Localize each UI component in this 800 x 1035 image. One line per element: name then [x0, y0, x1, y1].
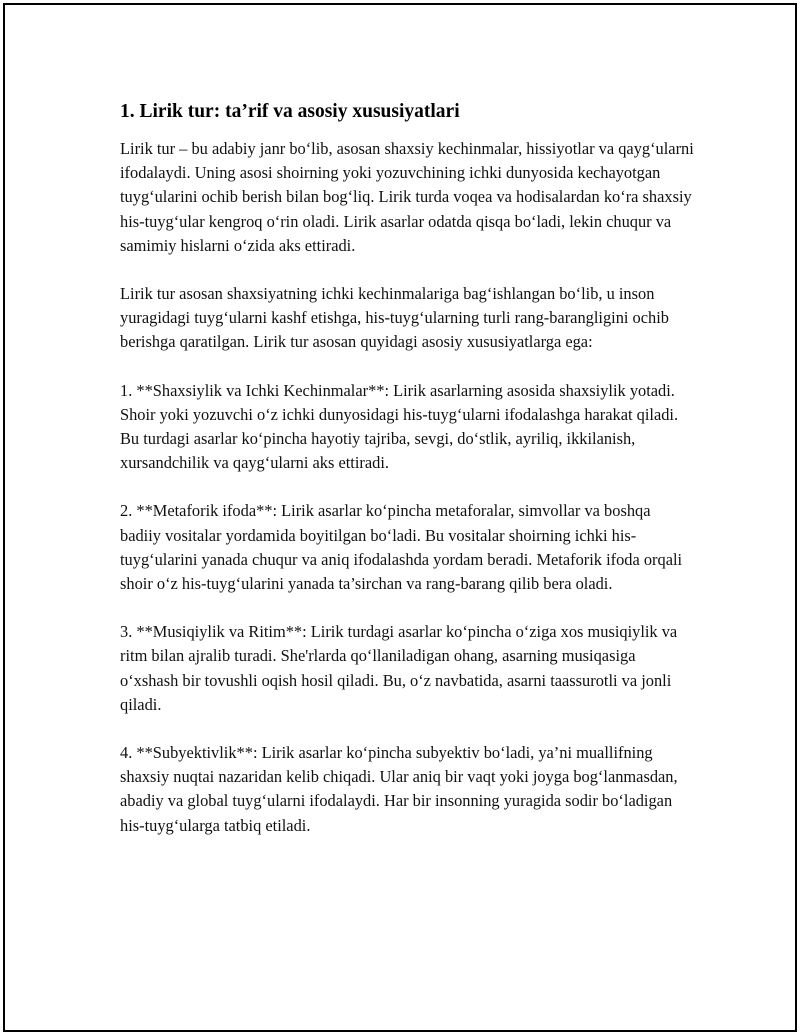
paragraph-item-2: 2. **Metaforik ifoda**: Lirik asarlar ko‘pincha metaforalar, simvollar va boshqa badiiy vositalar yordamida boyitilgan bo‘ladi. Bu vositalar shoirning ichki his-tuyg‘ularini yanada chuqur va aniq ifodalashda yordam beradi. Metaforik ifoda orqali shoir o‘z his-tuyg‘ularini yanada ta’sirchan va rang-barang qilib bera oladi.	[120, 501, 683, 594]
paragraph-overview: Lirik tur asosan shaxsiyatning ichki kechinmalariga bag‘ishlangan bo‘lib, u inson yuragidagi tuyg‘ularni kashf etishga, his-tuyg‘ularning turli rang-barangligini ochib berishga qaratilgan. Lirik tur asosan quyidagi asosiy xususiyatlarga ega:	[120, 284, 669, 352]
paragraph-definition: Lirik tur – bu adabiy janr bo‘lib, asosan shaxsiy kechinmalar, hissiyotlar va qayg‘ularni ifodalaydi. Uning asosi shoirning yoki yozuvchining ichki dunyosida kechayotgan tuyg‘ularini ochib berish bilan bog‘liq. Lirik turda voqea va hodisalardan ko‘ra shaxsiy his-tuyg‘ular kengroq o‘rin oladi. Lirik asarlar odatda qisqa bo‘ladi, lekin chuqur va samimiy hislarni o‘zida aks ettiradi.	[120, 139, 694, 255]
paragraph-item-1: 1. **Shaxsiylik va Ichki Kechinmalar**: Lirik asarlarning asosida shaxsiylik yotadi. Shoir yoki yozuvchi o‘z ichki dunyosidagi his-tuyg‘ularni ifodalashga harakat qiladi. Bu turdagi asarlar ko‘pincha hayotiy tajriba, sevgi, do‘stlik, ayriliq, ikkilanish, xursandchilik va qayg‘ularni aks ettiradi.	[120, 380, 679, 473]
paragraph-item-3: 3. **Musiqiylik va Ritim**: Lirik turdagi asarlar ko‘pincha o‘ziga xos musiqiylik va ritm bilan ajralib turadi. She'rlarda qo‘llaniladigan ohang, asarning musiqasiga o‘xshash bir tovushli oqish hosil qiladi. Bu, o‘z navbatida, asarni taassurotli va jonli qiladi.	[120, 622, 678, 714]
page-frame	[3, 3, 797, 1032]
document-body	[120, 98, 695, 862]
section-heading: 1. Lirik tur: ta’rif va asosiy xususiyatlari	[120, 101, 460, 122]
paragraph-item-4: 4. **Subyektivlik**: Lirik asarlar ko‘pincha subyektiv bo‘ladi, ya’ni muallifning shaxsiy nuqtai nazaridan kelib chiqadi. Ular aniq bir vaqt yoki joyga bog‘lanmasdan, abadiy va global tuyg‘ularni ifodalaydi. Har bir insonning yuragida sodir bo‘ladigan his-tuyg‘ularga tatbiq etiladi.	[120, 743, 678, 835]
